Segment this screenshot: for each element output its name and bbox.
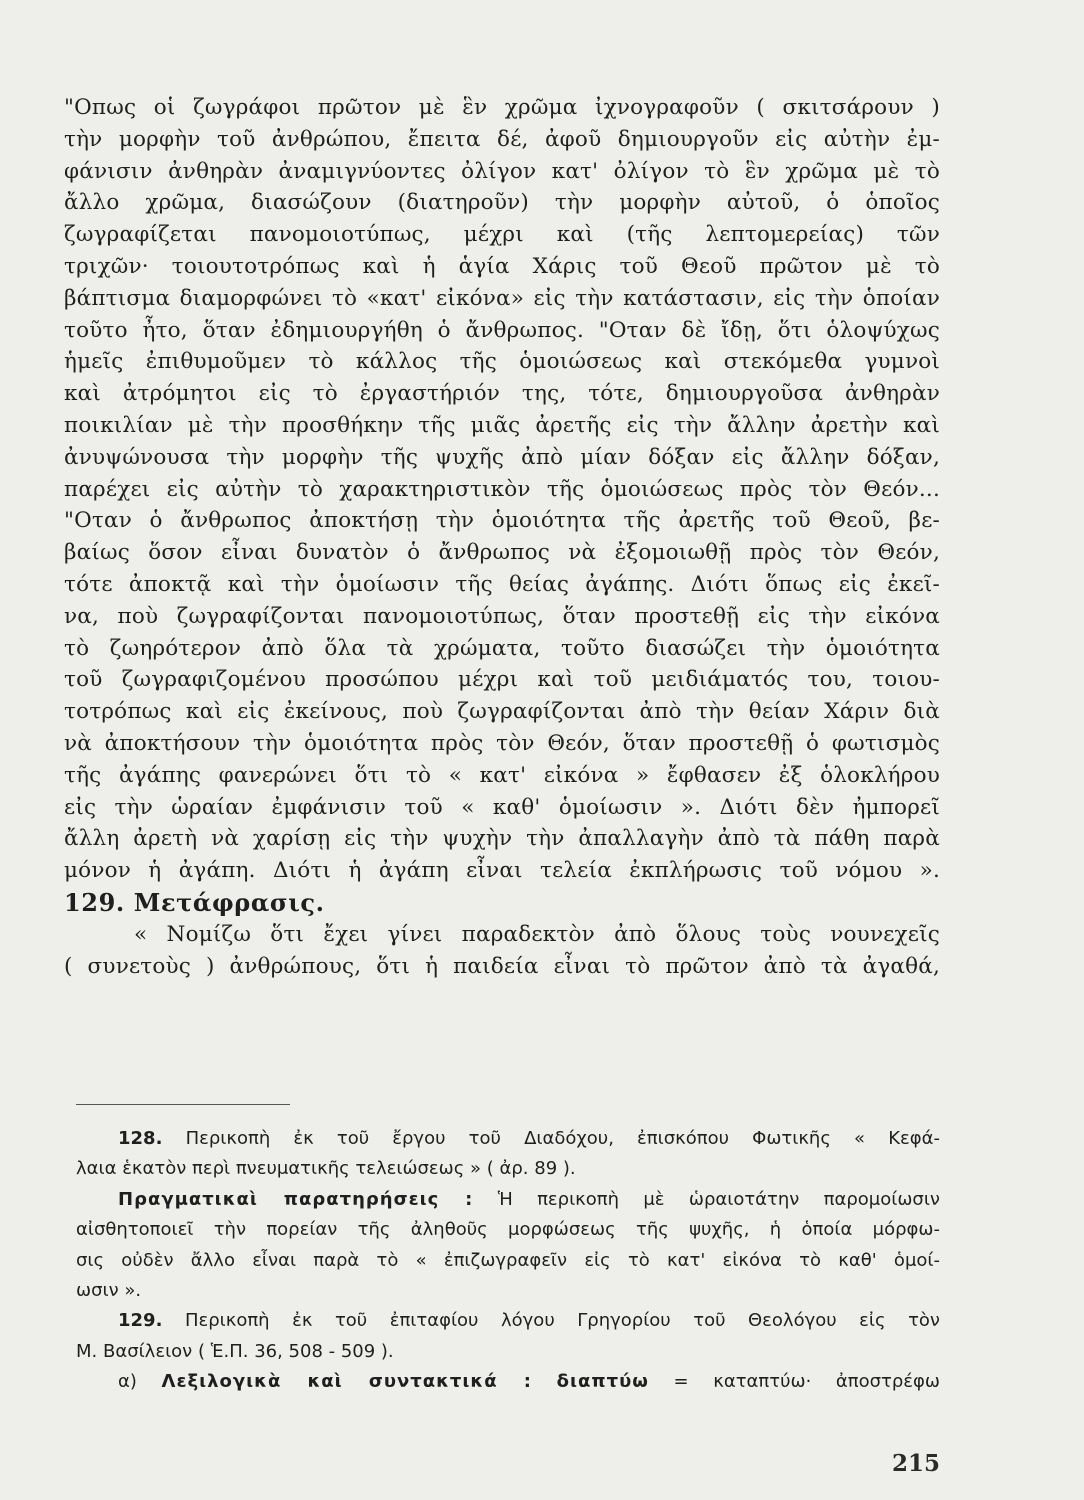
text-line: τὸ ζωηρότερον ἀπὸ ὅλα τὰ χρώματα, τοῦτο διασώζει τὴν ὁμοιότητα (64, 635, 940, 661)
text-line: καὶ ἀτρόμητοι εἰς τὸ ἐργαστήριόν της, τότε, δημιουργοῦσα ἀνθηρὰν (64, 381, 940, 407)
text-line: τοτρόπως καὶ εἰς ἐκείνους, ποὺ ζωγραφίζονται ἀπὸ τὴν θείαν Χάριν διὰ (64, 699, 940, 725)
note-129-label: 129. (118, 1310, 163, 1332)
text-line: ἀνυψώνουσα τὴν μορφὴν τῆς ψυχῆς ἀπὸ μίαν δόξαν εἰς ἄλλην δόξαν, (64, 444, 940, 470)
text-line: ἄλλο χρῶμα, διασώζουν (διατηροῦν) τὴν μορφὴν αὐτοῦ, ὁ ὁποῖος (64, 190, 940, 216)
lexical-term: διαπτύω (556, 1371, 649, 1393)
text-line: νὰ ἀποκτήσουν τὴν ὁμοιότητα πρὸς τὸν Θεόν, ὅταν προστεθῇ ὁ φωτισμὸς (64, 730, 940, 756)
text-line: τοῦ ζωγραφιζομένου προσώπου μέχρι καὶ τοῦ μειδιάματός του, τοιου- (64, 667, 940, 693)
main-text (64, 92, 940, 983)
note-129-line: Μ. Βασίλειον ( Ἑ.Π. 36, 508 - 509 ). (76, 1340, 394, 1362)
text-line: παρέχει εἰς αὐτὴν τὸ χαρακτηριστικὸν τῆς ὁμοιώσεως πρὸς τὸν Θεόν... (64, 476, 940, 502)
note-128-label: 128. (118, 1128, 163, 1149)
text-line: ζωγραφίζεται πανομοιοτύπως, μέχρι καὶ (τῆς λεπτομερείας) τῶν (64, 222, 940, 248)
text-line: τοῦτο ἦτο, ὅταν ἐδημιουργήθη ὁ ἄνθρωπος. "Οταν δὲ ἴδῃ, ὅτι ὁλοψύχως (64, 317, 940, 343)
text-line: τριχῶν· τοιουτοτρόπως καὶ ἡ ἁγία Χάρις τοῦ Θεοῦ πρῶτον μὲ τὸ (64, 253, 940, 279)
page-number: 215 (891, 1450, 940, 1477)
note-129-line (76, 1306, 940, 1336)
alpha-label: α) (118, 1371, 137, 1393)
text-line: εἰς τὴν ὡραίαν ἐμφάνισιν τοῦ « καθ' ὁμοίωσιν ». Διότι δὲν ἠμπορεῖ (64, 794, 940, 820)
remarks-line: αἰσθητοποιεῖ τὴν πορείαν τῆς ἀληθοῦς μορφώσεως τῆς ψυχῆς, ἡ ὁποία μόρφω- (76, 1219, 940, 1241)
text-line: "Οταν ὁ ἄνθρωπος ἀποκτήσῃ τὴν ὁμοιότητα τῆς ἀρετῆς τοῦ Θεοῦ, βε- (64, 508, 940, 534)
text-line: βάπτισμα διαμορφώνει τὸ «κατ' εἰκόνα» εἰς τὴν κατάστασιν, εἰς τὴν ὁποίαν (64, 285, 940, 311)
remarks-text: Ἡ περικοπὴ μὲ ὡραιοτάτην παρομοίωσιν (497, 1188, 940, 1210)
footnote-divider (76, 1104, 290, 1105)
text-line: τὴν μορφὴν τοῦ ἀνθρώπου, ἔπειτα δέ, ἀφοῦ δημιουργοῦν εἰς αὐτὴν ἐμ- (64, 126, 940, 152)
text-line: ποικιλίαν μὲ τὴν προσθήκην τῆς μιᾶς ἀρετῆς εἰς τὴν ἄλλην ἀρετὴν καὶ (64, 412, 940, 438)
text-line: να, ποὺ ζωγραφίζονται πανομοιοτύπως, ὅταν προστεθῇ εἰς τὴν εἰκόνα (64, 603, 940, 629)
text-line: ἡμεῖς ἐπιθυμοῦμεν τὸ κάλλος τῆς ὁμοιώσεως καὶ στεκόμεθα γυμνοὶ (64, 349, 940, 375)
text-line: ( συνετοὺς ) ἀνθρώπους, ὅτι ἡ παιδεία εἶναι τὸ πρῶτον ἀπὸ τὰ ἀγαθά, (64, 953, 940, 979)
text-line: ἄλλη ἀρετὴ νὰ χαρίσῃ εἰς τὴν ψυχὴν τὴν ἀπαλλαγὴν ἀπὸ τὰ πάθη παρὰ (64, 826, 940, 852)
note-128-line: λαια ἑκατὸν περὶ πνευματικῆς τελειώσεως » ( ἀρ. 89 ). (76, 1158, 576, 1180)
lexical-definition: = καταπτύω· ἀποστρέφω (673, 1371, 940, 1393)
text-line: τῆς ἀγάπης φανερώνει ὅτι τὸ « κατ' εἰκόνα » ἔφθασεν ἐξ ὁλοκλήρου (64, 762, 940, 788)
text-line: φάνισιν ἀνθηρὰν ἀναμιγνύοντες ὀλίγον κατ' ὀλίγον τὸ ἓν χρῶμα μὲ τὸ (64, 158, 940, 184)
section-heading: 129. Μετάφρασις. (64, 887, 325, 917)
remarks-label: Πραγματικαὶ παρατηρήσεις : (118, 1188, 474, 1210)
remarks-line: σις οὐδὲν ἄλλο εἶναι παρὰ τὸ « ἐπιζωγραφεῖν εἰς τὸ κατ' εἰκόνα τὸ καθ' ὁμοί- (76, 1249, 940, 1271)
text-line: "Οπως οἱ ζωγράφοι πρῶτον μὲ ἓν χρῶμα ἰχνογραφοῦν ( σκιτσάρουν ) (64, 95, 940, 120)
note-128-line (76, 1124, 940, 1154)
lexical-line (76, 1367, 940, 1397)
text-line: τότε ἀποκτᾷ καὶ τὴν ὁμοίωσιν τῆς θείας ἀγάπης. Διότι ὅπως εἰς ἐκεῖ- (64, 571, 940, 597)
note-128-text: Περικοπὴ ἐκ τοῦ ἔργου τοῦ Διαδόχου, ἐπισκόπου Φωτικῆς « Κεφά- (185, 1128, 940, 1149)
text-line: βαίως ὅσον εἶναι δυνατὸν ὁ ἄνθρωπος νὰ ἐξομοιωθῇ πρὸς τὸν Θεόν, (64, 540, 940, 566)
text-line: μόνον ἡ ἀγάπη. Διότι ἡ ἀγάπη εἶναι τελεία ἐκπλήρωσις τοῦ νόμου ». (64, 858, 940, 884)
footnotes (76, 1124, 940, 1398)
lexical-label: Λεξιλογικὰ καὶ συντακτικά : (161, 1371, 532, 1393)
note-129-text: Περικοπὴ ἐκ τοῦ ἐπιταφίου λόγου Γρηγορίου τοῦ Θεολόγου εἰς τὸν (184, 1310, 940, 1332)
remarks-line: ωσιν ». (76, 1279, 142, 1301)
text-line: « Νομίζω ὅτι ἔχει γίνει παραδεκτὸν ἀπὸ ὅλους τοὺς νουνεχεῖς (134, 921, 940, 947)
remarks-line (76, 1185, 940, 1215)
